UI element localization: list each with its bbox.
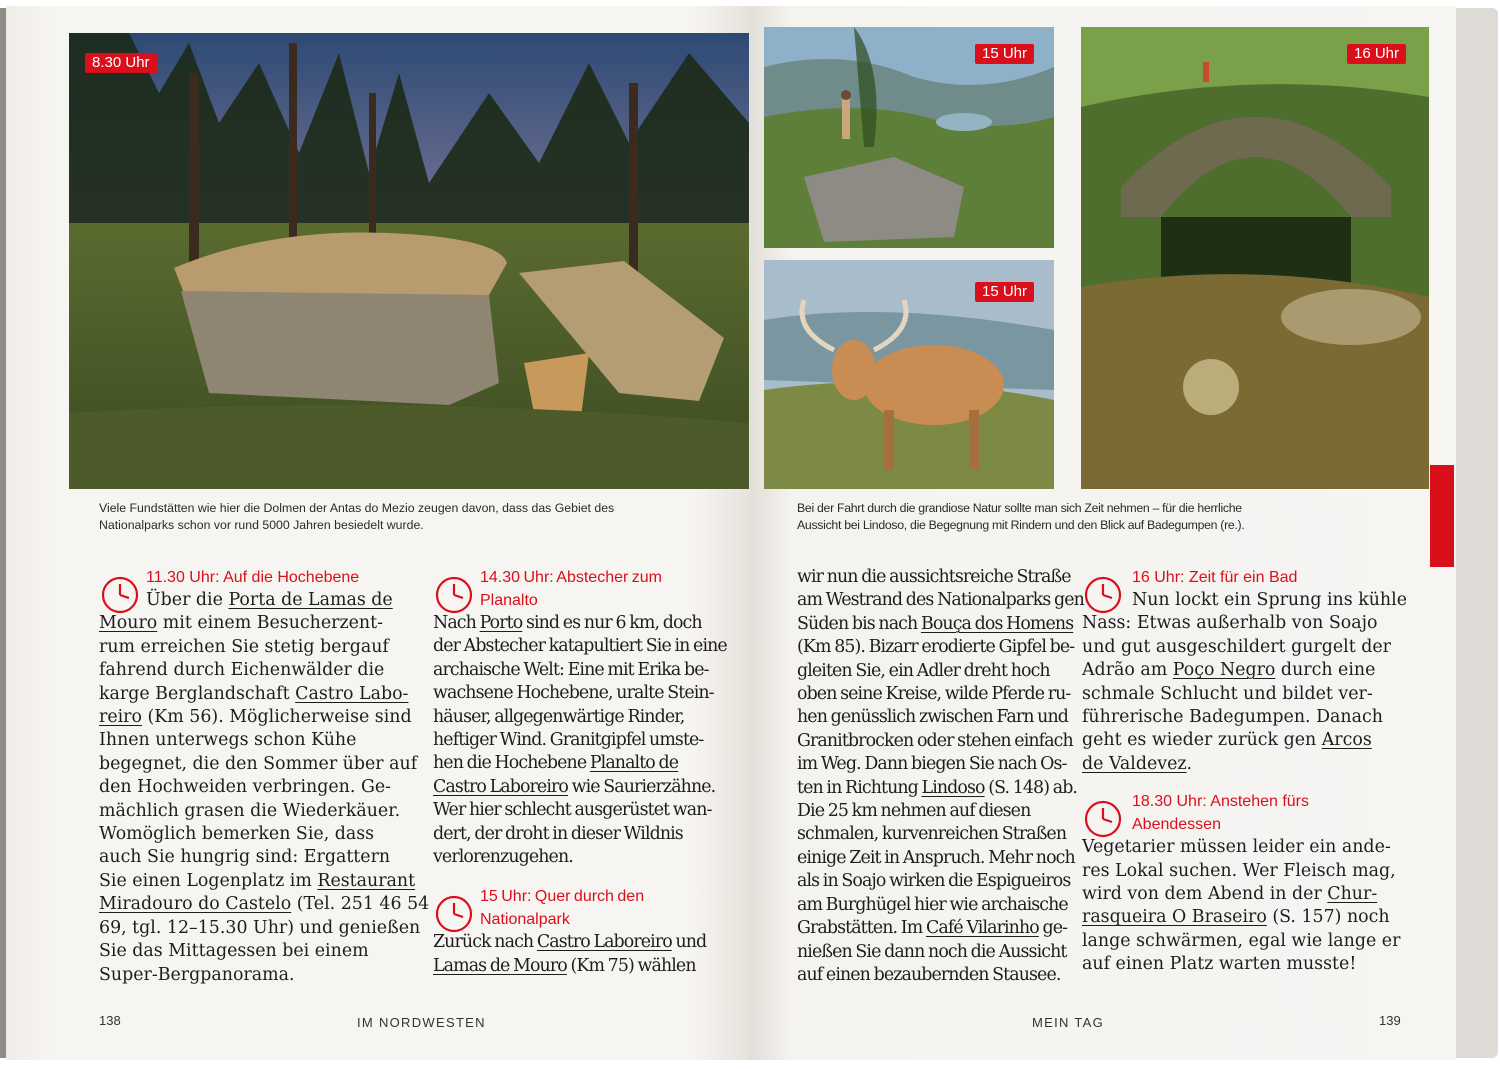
text-run: Zurück nach	[433, 932, 537, 953]
section-body	[433, 612, 733, 869]
place-link: Restaurant	[317, 870, 416, 891]
text-line	[433, 955, 733, 978]
text-run: Ihnen unterwegs schon Kühe	[99, 730, 357, 751]
caption-line: Viele Fundstätten wie hier die Dolmen der Antas do Mezio zeugen davon, dass das Gebiet des	[99, 501, 615, 515]
text-run: wird von dem Abend in der	[1082, 884, 1328, 905]
text-line	[99, 870, 419, 893]
text-line	[1082, 953, 1422, 976]
text-run: wachsene Hochebene, uralte Stein-	[433, 683, 714, 704]
text-line	[1082, 589, 1422, 612]
text-line	[1082, 906, 1422, 929]
text-run: heftiger Wind. Granitgipfel umste-	[433, 730, 704, 751]
section-body	[797, 566, 1087, 987]
text-line	[1082, 636, 1422, 659]
text-line	[797, 683, 1087, 706]
text-line	[797, 660, 1087, 683]
clock-icon	[1082, 574, 1124, 616]
text-run: ten in Richtung	[797, 777, 922, 798]
text-run: auf einen bezaubernden Stausee.	[797, 964, 1061, 985]
place-link: rasqueira O Braseiro	[1082, 907, 1267, 928]
text-line	[797, 777, 1087, 800]
text-run: res Lokal suchen. Wer Fleisch mag,	[1082, 860, 1396, 881]
text-line	[1082, 612, 1422, 635]
text-run: auf einen Platz warten musste!	[1082, 954, 1357, 975]
text-run: Granitbrocken oder stehen einfach	[797, 730, 1073, 751]
text-run: fahrend durch Eichenwälder die	[99, 660, 385, 681]
text-line	[99, 753, 419, 776]
text-run: und	[671, 932, 707, 953]
text-line	[797, 870, 1087, 893]
text-column-1	[99, 566, 430, 987]
text-run: gleiten Sie, ein Adler dreht hoch	[797, 660, 1050, 681]
text-line	[433, 931, 733, 954]
text-run: Vegetarier müssen leider ein ande-	[1082, 837, 1391, 858]
place-link: de Valdevez	[1082, 753, 1187, 774]
text-line	[797, 753, 1087, 776]
place-link: Castro Labo-	[295, 683, 409, 704]
text-column-4	[1082, 566, 1422, 977]
text-line	[797, 613, 1087, 636]
text-run: führerische Badegumpen. Danach	[1082, 707, 1383, 728]
hiker-photo	[764, 27, 1054, 248]
text-line	[1082, 706, 1422, 729]
clock-icon	[99, 574, 141, 616]
text-line	[99, 893, 430, 916]
text-run: (Tel. 251 46 54	[291, 894, 430, 915]
text-line	[99, 706, 419, 729]
text-run: Nach	[433, 613, 480, 633]
text-line	[797, 566, 1087, 589]
section-heading: Nationalpark	[480, 911, 570, 929]
text-line	[797, 730, 1087, 753]
section-heading: 15 Uhr: Quer durch den	[480, 888, 645, 906]
text-run: begegnet, die den Sommer über auf	[99, 753, 418, 774]
text-run: schmalen, kurvenreichen Straßen	[797, 824, 1067, 845]
time-badge: 8.30 Uhr	[85, 53, 157, 73]
text-run: hen die Hochebene	[433, 753, 590, 774]
text-line	[797, 917, 1087, 940]
text-run: als in Soajo wirken die Espigueiros	[797, 871, 1071, 892]
left-page	[6, 6, 750, 1060]
text-run: auch Sie hungrig sind: Ergattern	[99, 847, 391, 868]
text-line	[433, 706, 733, 729]
text-line	[433, 729, 733, 752]
text-line	[433, 846, 733, 869]
page-number: 138	[99, 1013, 121, 1028]
text-run: .	[1186, 753, 1193, 774]
text-run: wir nun die aussichtsreiche Straße	[797, 567, 1071, 587]
text-line	[99, 823, 419, 846]
text-run: ge-	[1038, 918, 1068, 939]
text-line	[797, 823, 1087, 846]
text-run: (Km 56). Möglicherweise sind	[141, 707, 412, 728]
text-line	[99, 729, 419, 752]
section-body	[99, 589, 430, 987]
text-line	[797, 964, 1087, 987]
text-line	[797, 894, 1087, 917]
text-line	[99, 683, 419, 706]
text-run: mächlich grasen die Wiederkäuer.	[99, 800, 401, 821]
text-run: geht es wieder zurück gen	[1082, 730, 1322, 751]
text-line	[1082, 753, 1422, 776]
text-line	[99, 636, 419, 659]
section-body	[1082, 589, 1422, 776]
photo-caption	[99, 500, 719, 534]
text-line	[433, 823, 733, 846]
caption-line: Aussicht bei Lindoso, die Begegnung mit Rindern und den Blick auf Badegumpen (re.).	[797, 518, 1245, 532]
text-run: karge Berglandschaft	[99, 683, 296, 704]
text-run: Womöglich bemerken Sie, dass	[99, 824, 375, 845]
text-line	[1082, 860, 1422, 883]
text-run: archaische Welt: Eine mit Erika be-	[433, 659, 709, 680]
text-run: verlorenzugehen.	[433, 847, 573, 868]
text-line	[99, 659, 419, 682]
text-line	[797, 941, 1087, 964]
section-body	[1082, 836, 1422, 976]
text-run: Super-Bergpanorama.	[99, 964, 295, 985]
place-link: Café Vilarinho	[926, 918, 1039, 939]
text-line	[1082, 659, 1422, 682]
time-badge: 15 Uhr	[975, 282, 1034, 302]
place-link: Miradouro do Castelo	[99, 894, 292, 915]
text-run: (Km 85). Bizarr erodierte Gipfel be-	[797, 637, 1075, 658]
text-line	[99, 589, 419, 612]
text-run: (S. 157) noch	[1266, 907, 1390, 928]
text-run: Sie einen Logenplatz im	[99, 870, 318, 891]
section-heading: Abendessen	[1132, 816, 1221, 834]
text-run: schmale Schlucht und bildet ver-	[1082, 683, 1373, 704]
section-heading: 14.30 Uhr: Abstecher zum	[480, 569, 662, 586]
text-run: rum erreichen Sie stetig bergauf	[99, 636, 389, 657]
text-run: (Km 75) wählen	[566, 955, 696, 976]
text-run: dert, der droht in dieser Wildnis	[433, 823, 683, 844]
text-run: 69, tgl. 12–15.30 Uhr) und genießen	[99, 917, 421, 938]
text-line	[99, 917, 419, 940]
section-heading: 18.30 Uhr: Anstehen fürs	[1132, 793, 1309, 811]
text-line	[99, 800, 419, 823]
place-link: Lamas de Mouro	[433, 955, 567, 976]
text-line	[1082, 883, 1422, 906]
text-line	[99, 940, 419, 963]
place-link: Porto	[479, 613, 523, 633]
place-link: Porta de Lamas de	[228, 590, 393, 610]
text-run: im Weg. Dann biegen Sie nach Os-	[797, 754, 1067, 775]
text-run: am Burghügel hier wie archaische	[797, 894, 1068, 915]
text-line	[99, 846, 419, 869]
place-link: Mouro	[99, 613, 158, 634]
clock-icon	[433, 574, 475, 616]
text-run: lange schwärmen, egal wie lange er	[1082, 930, 1401, 951]
text-run: Grabstätten. Im	[797, 918, 927, 939]
clock-icon	[433, 893, 475, 935]
text-line	[433, 635, 733, 658]
section-heading: 11.30 Uhr: Auf die Hochebene	[146, 569, 360, 586]
text-run: Süden bis nach	[797, 613, 921, 634]
text-line	[1082, 930, 1422, 953]
text-run: (S. 148) ab.	[984, 777, 1078, 798]
text-run: Die 25 km nehmen auf diesen	[797, 801, 1031, 822]
time-badge: 16 Uhr	[1347, 44, 1406, 64]
text-run: der Abstecher katapultiert Sie in eine	[433, 636, 727, 657]
cow-photo	[764, 260, 1054, 489]
text-line	[99, 964, 419, 987]
text-line	[99, 612, 419, 635]
text-column-2	[433, 566, 733, 978]
time-badge: 15 Uhr	[975, 44, 1034, 64]
place-link: Bouça dos Homens	[920, 613, 1074, 634]
text-column-3	[797, 566, 1087, 987]
text-run: wie Saurierzähne.	[567, 776, 716, 797]
running-head: IM NORDWESTEN	[357, 1015, 486, 1030]
text-run: den Hochweiden verbringen. Ge-	[99, 777, 391, 798]
text-run: Nun lockt ein Sprung ins kühle	[1132, 590, 1407, 610]
text-run: Adrão am	[1082, 660, 1173, 681]
place-link: Castro Laboreiro	[433, 776, 568, 797]
text-run: am Westrand des Nationalparks gen	[797, 590, 1084, 611]
text-run: häuser, allgegenwärtige Rinder,	[433, 706, 685, 727]
text-line	[797, 706, 1087, 729]
text-line	[433, 612, 733, 635]
text-run: Wer hier schlecht ausgerüstet wan-	[433, 800, 712, 821]
right-page	[750, 6, 1456, 1060]
text-run: oben seine Kreise, wilde Pferde ru-	[797, 684, 1071, 705]
clock-icon	[1082, 798, 1124, 840]
place-link: Castro Laboreiro	[536, 932, 672, 953]
text-run: einige Zeit in Anspruch. Mehr noch	[797, 847, 1075, 868]
text-run: Nass: Etwas außerhalb von Soajo	[1082, 613, 1378, 634]
text-line	[433, 682, 733, 705]
photo-caption	[797, 500, 1417, 534]
caption-line: Bei der Fahrt durch die grandiose Natur sollte man sich Zeit nehmen – für die herrliche	[797, 501, 1242, 515]
text-run: und gut ausgeschildert gurgelt der	[1082, 636, 1391, 657]
text-line	[433, 776, 733, 799]
caption-line: Nationalparks schon vor rund 5000 Jahren besiedelt wurde.	[99, 518, 424, 532]
section-heading: Planalto	[480, 592, 538, 609]
section-body	[433, 931, 733, 978]
text-line	[99, 776, 419, 799]
text-line	[1082, 836, 1422, 859]
place-link: Planalto de	[589, 753, 679, 774]
text-line	[797, 589, 1087, 612]
place-link: reiro	[99, 707, 142, 728]
text-line	[433, 659, 733, 682]
bridge-photo	[1081, 27, 1429, 489]
page-edges	[1456, 8, 1498, 1058]
place-link: Lindoso	[921, 777, 985, 798]
page-number: 139	[1379, 1013, 1401, 1028]
text-run: Sie das Mittagessen bei einem	[99, 941, 369, 962]
chapter-thumb-tab	[1430, 465, 1454, 567]
text-line	[433, 799, 733, 822]
text-line	[797, 800, 1087, 823]
text-line	[797, 636, 1087, 659]
section-heading: 16 Uhr: Zeit für ein Bad	[1132, 569, 1298, 586]
dolmen-photo	[69, 33, 749, 489]
place-link: Chur-	[1327, 884, 1378, 905]
text-line	[797, 847, 1087, 870]
text-run: mit einem Besucherzent-	[157, 613, 383, 634]
place-link: Arcos	[1321, 730, 1372, 751]
text-run: hen genüsslich zwischen Farn und	[797, 707, 1069, 728]
place-link: Poço Negro	[1172, 660, 1276, 681]
text-line	[1082, 683, 1422, 706]
text-run: sind es nur 6 km, doch	[522, 613, 702, 633]
text-line	[1082, 729, 1422, 752]
text-line	[433, 752, 733, 775]
text-run: Über die	[146, 590, 229, 610]
text-run: durch eine	[1275, 660, 1376, 681]
text-run: nießen Sie dann noch die Aussicht	[797, 941, 1067, 962]
running-head: MEIN TAG	[1032, 1015, 1105, 1030]
